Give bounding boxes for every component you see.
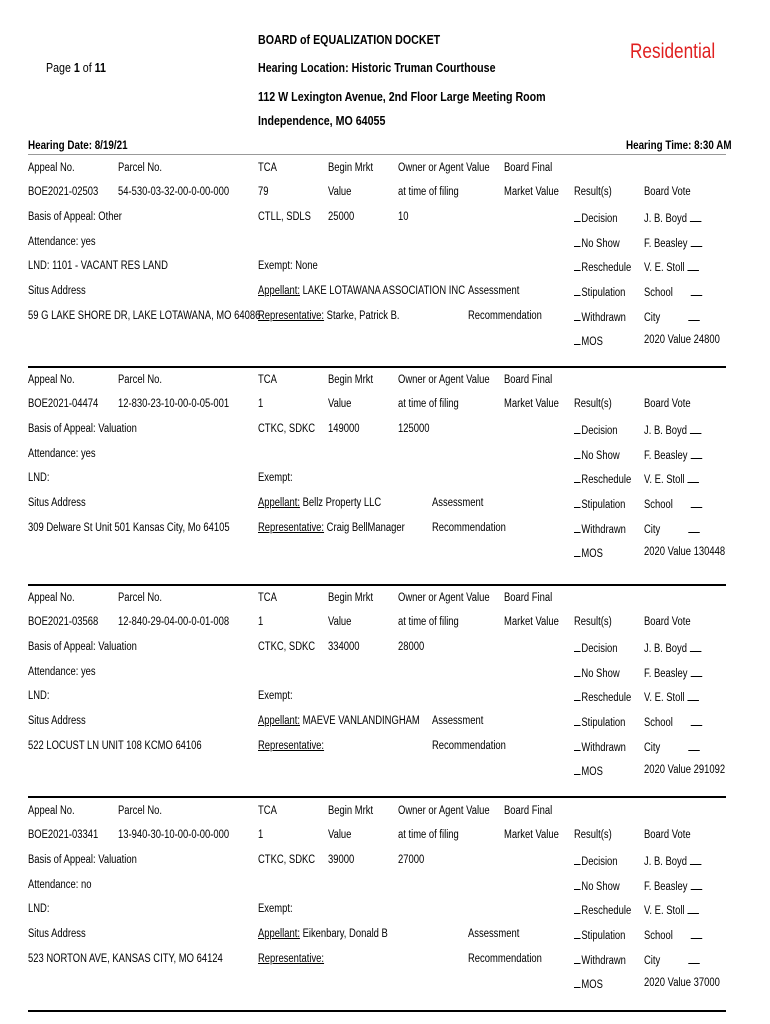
basis-of-appeal: Basis of Appeal: Valuation (28, 854, 137, 866)
vote-city[interactable]: City (644, 310, 712, 324)
appeal-no: BOE2021-03568 (28, 616, 99, 628)
vote-beasley[interactable]: F. Beasley (644, 236, 715, 250)
header-divider (28, 154, 726, 155)
market-value-label: Market Value (504, 616, 559, 628)
exempt: Exempt: None (258, 260, 318, 272)
tca-codes: CTKC, SDKC (258, 423, 316, 435)
hearing-location: Hearing Location: Historic Truman Courthouse (258, 60, 496, 75)
result-withdrawn[interactable]: Withdrawn (574, 310, 637, 324)
attendance: Attendance: yes (28, 448, 96, 460)
board-final-label: Board Final (504, 374, 553, 386)
situs-address: 309 Delware St Unit 501 Kansas City, Mo 64105 (28, 522, 230, 534)
appeal-no-label: Appeal No. (28, 805, 75, 817)
assessment-label: Assessment (432, 497, 484, 509)
situs-label: Situs Address (28, 715, 86, 727)
result-no-show[interactable]: No Show (574, 666, 630, 680)
lnd: LND: 1101 - VACANT RES LAND (28, 260, 168, 272)
tca-label: TCA (258, 805, 277, 817)
recommendation-label: Recommendation (432, 740, 506, 752)
case-divider (28, 1010, 726, 1012)
result-stipulation[interactable]: Stipulation (574, 715, 637, 729)
begin-mrkt-label: Begin Mrkt (328, 805, 374, 817)
owner-value-label: Owner or Agent Value (398, 592, 490, 604)
begin-value: 149000 (328, 423, 360, 435)
appellant: Appellant: Bellz Property LLC (258, 497, 382, 509)
board-final-label: Board Final (504, 805, 553, 817)
appellant: Appellant: Eikenbary, Donald B (258, 928, 388, 940)
result-stipulation[interactable]: Stipulation (574, 497, 637, 511)
result-mos[interactable]: MOS (574, 546, 609, 560)
appeal-no-label: Appeal No. (28, 162, 75, 174)
attendance: Attendance: yes (28, 666, 96, 678)
exempt: Exempt: (258, 472, 293, 484)
vote-stoll[interactable]: V. E. Stoll (644, 260, 711, 274)
result-reschedule[interactable]: Reschedule (574, 472, 644, 486)
result-no-show[interactable]: No Show (574, 879, 630, 893)
owner-value: 125000 (398, 423, 430, 435)
parcel-no-label: Parcel No. (118, 374, 163, 386)
hearing-address-line1: 112 W Lexington Avenue, 2nd Floor Large Meeting Room (258, 89, 546, 104)
parcel-no: 13-940-30-10-00-0-00-000 (118, 829, 230, 841)
vote-stoll[interactable]: V. E. Stoll (644, 903, 711, 917)
lnd: LND: (28, 690, 50, 702)
vote-boyd[interactable]: J. B. Boyd (644, 423, 714, 437)
market-value-label: Market Value (504, 829, 559, 841)
vote-city[interactable]: City (644, 522, 712, 536)
attendance: Attendance: yes (28, 236, 96, 248)
situs-address: 59 G LAKE SHORE DR, LAKE LOTAWANA, MO 64086 (28, 310, 261, 322)
market-value-label: Market Value (504, 186, 559, 198)
representative: Representative: Starke, Patrick B. (258, 310, 400, 322)
tca-label: TCA (258, 592, 277, 604)
prior-year-value: 2020 Value 37000 (644, 977, 720, 989)
tca-value: 1 (258, 616, 264, 628)
tca-codes: CTKC, SDKC (258, 854, 316, 866)
begin-value: 39000 (328, 854, 355, 866)
value-label: Value (328, 829, 352, 841)
appeal-no: BOE2021-02503 (28, 186, 99, 198)
tca-value: 79 (258, 186, 269, 198)
result-mos[interactable]: MOS (574, 977, 609, 991)
tca-codes: CTKC, SDKC (258, 641, 316, 653)
vote-stoll[interactable]: V. E. Stoll (644, 472, 711, 486)
exempt: Exempt: (258, 903, 293, 915)
vote-beasley[interactable]: F. Beasley (644, 666, 715, 680)
at-filing-label: at time of filing (398, 616, 459, 628)
docket-title: BOARD of EQUALIZATION DOCKET (258, 32, 441, 47)
result-decision[interactable]: Decision (574, 854, 627, 868)
case-divider (28, 584, 726, 586)
vote-school[interactable]: School (644, 715, 715, 729)
situs-address: 522 LOCUST LN UNIT 108 KCMO 64106 (28, 740, 202, 752)
owner-value-label: Owner or Agent Value (398, 162, 490, 174)
board-vote-label: Board Vote (644, 186, 691, 198)
result-reschedule[interactable]: Reschedule (574, 903, 644, 917)
vote-school[interactable]: School (644, 928, 715, 942)
parcel-no-label: Parcel No. (118, 592, 163, 604)
tca-label: TCA (258, 162, 277, 174)
result-reschedule[interactable]: Reschedule (574, 260, 644, 274)
lnd: LND: (28, 903, 50, 915)
parcel-no: 12-830-23-10-00-0-05-001 (118, 398, 230, 410)
representative: Representative: Craig BellManager (258, 522, 405, 534)
parcel-no-label: Parcel No. (118, 805, 163, 817)
begin-value: 334000 (328, 641, 360, 653)
appeal-no-label: Appeal No. (28, 592, 75, 604)
hearing-date: Hearing Date: 8/19/21 (28, 138, 128, 152)
result-decision[interactable]: Decision (574, 423, 627, 437)
at-filing-label: at time of filing (398, 398, 459, 410)
result-withdrawn[interactable]: Withdrawn (574, 522, 637, 536)
situs-address: 523 NORTON AVE, KANSAS CITY, MO 64124 (28, 953, 223, 965)
representative: Representative: (258, 953, 325, 965)
result-decision[interactable]: Decision (574, 641, 627, 655)
assessment-label: Assessment (468, 928, 520, 940)
results-label: Result(s) (574, 829, 612, 841)
parcel-no: 54-530-03-32-00-0-00-000 (118, 186, 230, 198)
results-label: Result(s) (574, 616, 612, 628)
case-divider (28, 796, 726, 798)
value-label: Value (328, 186, 352, 198)
results-label: Result(s) (574, 186, 612, 198)
appellant: Appellant: LAKE LOTAWANA ASSOCIATION INC (258, 285, 466, 297)
hearing-address-line2: Independence, MO 64055 (258, 113, 386, 128)
situs-label: Situs Address (28, 928, 86, 940)
result-mos[interactable]: MOS (574, 764, 609, 778)
representative: Representative: (258, 740, 325, 752)
result-mos[interactable]: MOS (574, 334, 609, 348)
result-no-show[interactable]: No Show (574, 448, 630, 462)
begin-mrkt-label: Begin Mrkt (328, 162, 374, 174)
at-filing-label: at time of filing (398, 829, 459, 841)
vote-boyd[interactable]: J. B. Boyd (644, 854, 714, 868)
result-decision[interactable]: Decision (574, 211, 627, 225)
docket-type-label: Residential (630, 40, 716, 63)
vote-beasley[interactable]: F. Beasley (644, 448, 715, 462)
hearing-time: Hearing Time: 8:30 AM (626, 138, 732, 152)
situs-label: Situs Address (28, 497, 86, 509)
result-stipulation[interactable]: Stipulation (574, 928, 637, 942)
recommendation-label: Recommendation (468, 310, 542, 322)
assessment-label: Assessment (468, 285, 520, 297)
vote-boyd[interactable]: J. B. Boyd (644, 641, 714, 655)
attendance: Attendance: no (28, 879, 92, 891)
board-vote-label: Board Vote (644, 616, 691, 628)
results-label: Result(s) (574, 398, 612, 410)
assessment-label: Assessment (432, 715, 484, 727)
parcel-no-label: Parcel No. (118, 162, 163, 174)
lnd: LND: (28, 472, 50, 484)
board-final-label: Board Final (504, 162, 553, 174)
basis-of-appeal: Basis of Appeal: Valuation (28, 641, 137, 653)
basis-of-appeal: Basis of Appeal: Other (28, 211, 122, 223)
begin-mrkt-label: Begin Mrkt (328, 592, 374, 604)
appeal-no: BOE2021-04474 (28, 398, 99, 410)
result-withdrawn[interactable]: Withdrawn (574, 953, 637, 967)
situs-label: Situs Address (28, 285, 86, 297)
value-label: Value (328, 616, 352, 628)
appeal-no-label: Appeal No. (28, 374, 75, 386)
tca-codes: CTLL, SDLS (258, 211, 311, 223)
begin-mrkt-label: Begin Mrkt (328, 374, 374, 386)
case-divider (28, 366, 726, 368)
vote-school[interactable]: School (644, 497, 715, 511)
owner-value-label: Owner or Agent Value (398, 805, 490, 817)
result-no-show[interactable]: No Show (574, 236, 630, 250)
begin-value: 25000 (328, 211, 355, 223)
owner-value-label: Owner or Agent Value (398, 374, 490, 386)
recommendation-label: Recommendation (468, 953, 542, 965)
result-stipulation[interactable]: Stipulation (574, 285, 637, 299)
owner-value: 10 (398, 211, 409, 223)
vote-school[interactable]: School (644, 285, 715, 299)
board-final-label: Board Final (504, 592, 553, 604)
vote-city[interactable]: City (644, 740, 712, 754)
tca-value: 1 (258, 829, 264, 841)
board-vote-label: Board Vote (644, 829, 691, 841)
owner-value: 27000 (398, 854, 425, 866)
exempt: Exempt: (258, 690, 293, 702)
basis-of-appeal: Basis of Appeal: Valuation (28, 423, 137, 435)
prior-year-value: 2020 Value 130448 (644, 546, 726, 558)
vote-boyd[interactable]: J. B. Boyd (644, 211, 714, 225)
at-filing-label: at time of filing (398, 186, 459, 198)
result-reschedule[interactable]: Reschedule (574, 690, 644, 704)
tca-value: 1 (258, 398, 264, 410)
result-withdrawn[interactable]: Withdrawn (574, 740, 637, 754)
market-value-label: Market Value (504, 398, 559, 410)
prior-year-value: 2020 Value 291092 (644, 764, 726, 776)
vote-city[interactable]: City (644, 953, 712, 967)
appeal-no: BOE2021-03341 (28, 829, 99, 841)
owner-value: 28000 (398, 641, 425, 653)
prior-year-value: 2020 Value 24800 (644, 334, 720, 346)
value-label: Value (328, 398, 352, 410)
vote-beasley[interactable]: F. Beasley (644, 879, 715, 893)
appellant: Appellant: MAEVE VANLANDINGHAM (258, 715, 420, 727)
tca-label: TCA (258, 374, 277, 386)
page-indicator: Page 1 of 11 (46, 60, 106, 75)
recommendation-label: Recommendation (432, 522, 506, 534)
vote-stoll[interactable]: V. E. Stoll (644, 690, 711, 704)
parcel-no: 12-840-29-04-00-0-01-008 (118, 616, 230, 628)
board-vote-label: Board Vote (644, 398, 691, 410)
